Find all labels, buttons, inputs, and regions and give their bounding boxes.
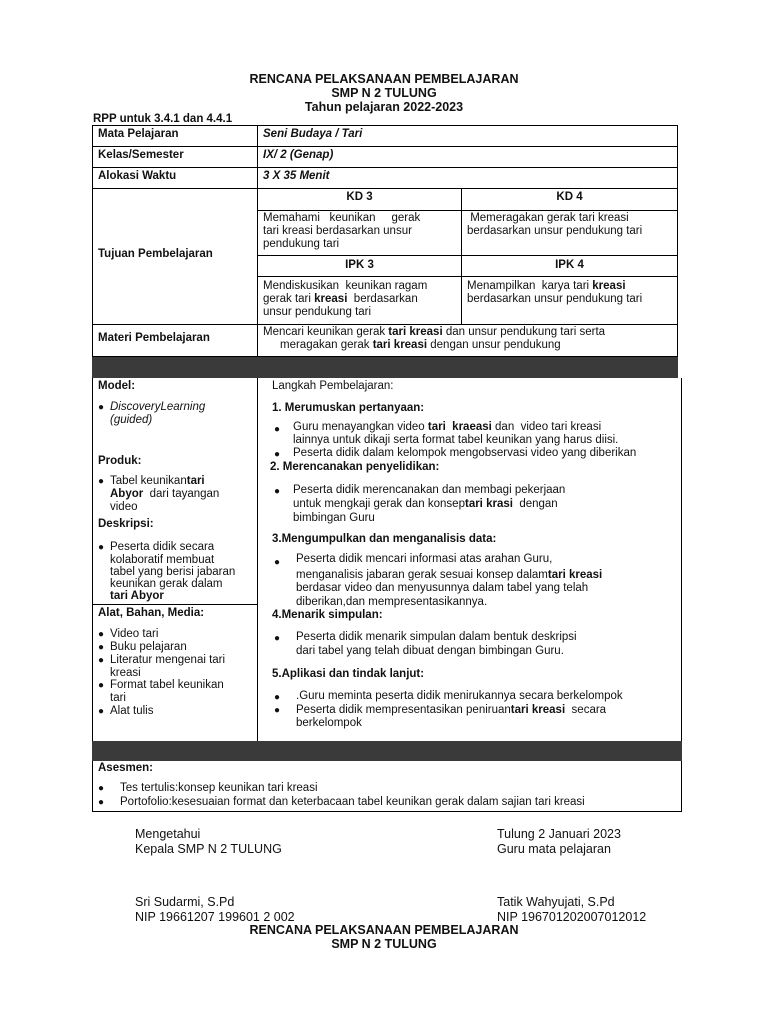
ipk3-text: Mendiskusikan keunikan ragam xyxy=(263,280,428,292)
teacher-name: Tatik Wahyujati, S.Pd xyxy=(497,895,615,909)
asesmen-item: Tes tertulis:konsep keunikan tari kreasi xyxy=(120,782,318,794)
step-5-text: Peserta didik mempresentasikan peniruantari kreasi secara xyxy=(296,704,607,716)
kd4-heading: KD 4 xyxy=(556,191,583,203)
bullet-icon: ● xyxy=(98,402,105,413)
bullet-icon: ● xyxy=(274,705,281,716)
produk-label: Produk: xyxy=(98,455,142,467)
kelas-label: Kelas/Semester xyxy=(98,149,184,161)
alokasi-value: 3 X 35 Menit xyxy=(263,170,330,182)
kd3-text: Memahami keunikan gerak xyxy=(263,212,421,224)
bullet-icon: ● xyxy=(98,642,105,653)
alat-item: tari xyxy=(110,692,126,704)
step-1-text: Guru menayangkan video tari kraeasi dan video tari kreasi xyxy=(293,421,602,433)
bullet-icon: ● xyxy=(98,542,105,553)
headmaster-nip: NIP 19661207 199601 2 002 xyxy=(135,910,295,924)
row-divider xyxy=(92,324,678,325)
kelas-value: IX/ 2 (Genap) xyxy=(263,149,334,161)
footer-title: RENCANA PELAKSANAAN PEMBELAJARAN xyxy=(249,923,519,937)
produk-text: Tabel keunikantari xyxy=(110,475,205,487)
alat-item: Alat tulis xyxy=(110,705,154,717)
asesmen-border-left xyxy=(92,761,93,812)
alokasi-label: Alokasi Waktu xyxy=(98,170,177,182)
alat-item: Literatur mengenai tari xyxy=(110,654,226,666)
step-5-text: berkelompok xyxy=(296,717,362,729)
kd-col-divider xyxy=(461,188,462,324)
bullet-icon: ● xyxy=(274,633,281,644)
alat-item: Buku pelajaran xyxy=(110,641,187,653)
section-border-right xyxy=(681,378,682,742)
row-divider xyxy=(258,210,678,211)
step-2-text: untuk mengkaji gerak dan konseptari krasi dengan xyxy=(293,498,558,510)
step-5-text: .Guru meminta peserta didik menirukannya secara berkelompok xyxy=(296,690,623,702)
bullet-icon: ● xyxy=(98,783,105,794)
ipk4-text: Menampilkan karya tari kreasi xyxy=(467,280,626,292)
bullet-icon: ● xyxy=(274,692,281,703)
deskripsi-text: keunikan gerak dalam xyxy=(110,578,223,590)
row-divider xyxy=(92,146,678,147)
step-2-text: Peserta didik merencanakan dan membagi pekerjaan xyxy=(293,484,566,496)
tujuan-label: Tujuan Pembelajaran xyxy=(98,248,213,260)
bullet-icon: ● xyxy=(98,680,105,691)
asesmen-label: Asesmen: xyxy=(98,762,153,774)
step-2-heading: 2. Merencanakan penyelidikan: xyxy=(270,461,440,473)
rpp-label: RPP untuk 3.4.1 dan 4.4.1 xyxy=(93,113,233,125)
step-3-text: berdasar video dan menyusunnya dalam tabel yang telah xyxy=(296,582,589,594)
model-value: (guided) xyxy=(110,414,153,426)
bullet-icon: ● xyxy=(98,706,105,717)
alat-item: Video tari xyxy=(110,628,159,640)
step-5-heading: 5.Aplikasi dan tindak lanjut: xyxy=(272,668,425,680)
materi-text: Mencari keunikan gerak tari kreasi dan unsur pendukung tari serta xyxy=(263,326,606,338)
ipk3-text: gerak tari kreasi berdasarkan xyxy=(263,293,418,305)
deskripsi-label: Deskripsi: xyxy=(98,518,154,530)
ipk4-text: berdasarkan unsur pendukung tari xyxy=(467,293,643,305)
section-border-left xyxy=(92,378,93,742)
model-value: DiscoveryLearning xyxy=(110,401,206,413)
bullet-icon: ● xyxy=(98,629,105,640)
step-2-text: bimbingan Guru xyxy=(293,512,375,524)
ipk3-heading: IPK 3 xyxy=(345,259,374,271)
step-1-text: Peserta didik dalam kelompok mengobservasi video yang diberikan xyxy=(293,447,637,459)
headmaster-name: Sri Sudarmi, S.Pd xyxy=(135,895,235,909)
sign-right-line1: Tulung 2 Januari 2023 xyxy=(497,827,621,841)
bullet-icon: ● xyxy=(98,797,105,808)
kd4-text: berdasarkan unsur pendukung tari xyxy=(467,225,643,237)
bullet-icon: ● xyxy=(98,476,105,487)
table-border-left xyxy=(92,125,93,357)
step-3-text: menganalisis jabaran gerak sesuai konsep dalamtari kreasi xyxy=(296,569,603,581)
materi-text: meragakan gerak tari kreasi dengan unsur pendukung xyxy=(280,339,561,351)
alat-label: Alat, Bahan, Media: xyxy=(98,607,205,619)
langkah-heading: Langkah Pembelajaran: xyxy=(272,380,394,392)
ipk4-heading: IPK 4 xyxy=(555,259,584,271)
sign-right-line2: Guru mata pelajaran xyxy=(497,842,611,856)
row-divider xyxy=(258,276,678,277)
sign-left-line2: Kepala SMP N 2 TULUNG xyxy=(135,842,282,856)
kd3-heading: KD 3 xyxy=(346,191,373,203)
section-separator xyxy=(92,357,678,378)
deskripsi-text: Peserta didik secara xyxy=(110,541,215,553)
bullet-icon: ● xyxy=(98,655,105,666)
table-border-right xyxy=(677,125,678,357)
kd3-text: tari kreasi berdasarkan unsur xyxy=(263,225,412,237)
row-divider xyxy=(258,255,678,256)
produk-text: video xyxy=(110,501,138,513)
step-1-heading: 1. Merumuskan pertanyaan: xyxy=(272,402,425,414)
asesmen-border-bottom xyxy=(92,811,682,812)
step-3-heading: 3.Mengumpulkan dan menganalisis data: xyxy=(272,533,497,545)
model-label: Model: xyxy=(98,380,136,392)
step-3-text: diberikan,dan mempresentasikannya. xyxy=(296,596,488,608)
section-col-divider xyxy=(257,378,258,742)
academic-year: Tahun pelajaran 2022-2023 xyxy=(304,100,464,114)
footer-school: SMP N 2 TULUNG xyxy=(331,937,437,951)
kd3-text: pendukung tari xyxy=(263,238,340,250)
teacher-nip: NIP 196701202007012012 xyxy=(497,910,647,924)
mapel-value: Seni Budaya / Tari xyxy=(263,128,363,140)
asesmen-border-right xyxy=(681,761,682,812)
bullet-icon: ● xyxy=(274,449,281,460)
step-4-text: dari tabel yang telah dibuat dengan bimbingan Guru. xyxy=(296,645,564,657)
asesmen-item: Portofolio:kesesuaian format dan keterbacaan tabel keunikan gerak dalam sajian tari kreasi xyxy=(120,796,585,808)
table-col-divider xyxy=(257,125,258,357)
bullet-icon: ● xyxy=(274,424,281,435)
deskripsi-text: tari Abyor xyxy=(110,590,164,602)
step-1-text: lainnya untuk dikaji serta format tabel keunikan yang harus diisi. xyxy=(293,434,619,446)
materi-label: Materi Pembelajaran xyxy=(98,332,210,344)
kd4-text: Memeragakan gerak tari kreasi xyxy=(467,212,629,224)
produk-text: Abyor dari tayangan xyxy=(110,488,220,500)
step-3-text: Peserta didik mencari informasi atas arahan Guru, xyxy=(296,553,553,565)
ipk3-text: unsur pendukung tari xyxy=(263,306,372,318)
deskripsi-text: kolaboratif membuat xyxy=(110,554,215,566)
document-title: RENCANA PELAKSANAAN PEMBELAJARAN xyxy=(249,72,519,86)
section-separator xyxy=(92,741,682,761)
row-divider xyxy=(92,188,678,189)
alat-item: kreasi xyxy=(110,667,141,679)
alat-item: Format tabel keunikan xyxy=(110,679,224,691)
step-4-text: Peserta didik menarik simpulan dalam bentuk deskripsi xyxy=(296,631,577,643)
deskripsi-text: tabel yang berisi jabaran xyxy=(110,566,236,578)
table-border-top xyxy=(92,125,678,126)
bullet-icon: ● xyxy=(274,486,281,497)
school-name: SMP N 2 TULUNG xyxy=(331,86,437,100)
sign-left-line1: Mengetahui xyxy=(135,827,201,841)
row-divider xyxy=(92,604,258,605)
bullet-icon: ● xyxy=(274,557,281,568)
row-divider xyxy=(92,167,678,168)
step-4-heading: 4.Menarik simpulan: xyxy=(272,609,383,621)
mapel-label: Mata Pelajaran xyxy=(98,128,179,140)
